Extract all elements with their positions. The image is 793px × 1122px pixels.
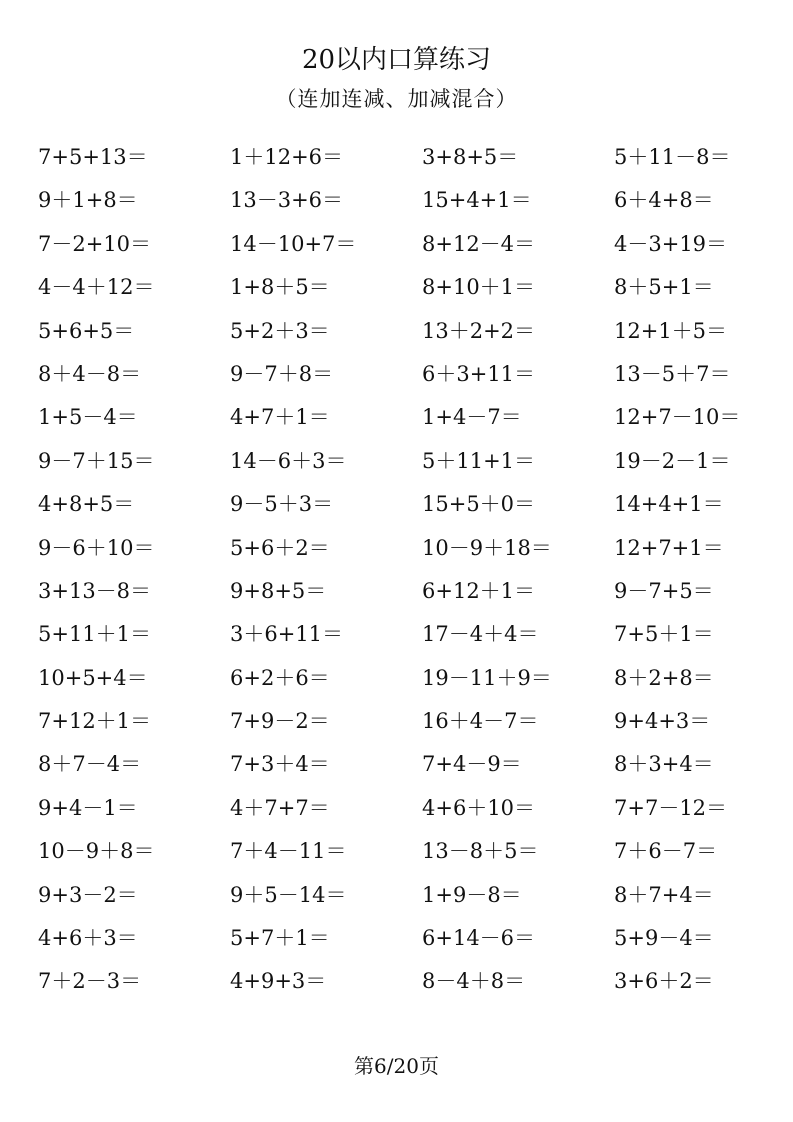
math-problem: 14－6＋3＝ [230, 448, 347, 473]
math-problem: 1+4－7＝ [422, 405, 522, 430]
math-problem: 8－4＋8＝ [422, 969, 526, 994]
math-problem: 13＋2+2＝ [422, 318, 536, 343]
math-problem: 8+10＋1＝ [422, 275, 536, 300]
math-problem: 7+7－12＝ [614, 795, 728, 820]
math-problem: 1+5－4＝ [38, 405, 138, 430]
math-problem: 4+9+3＝ [230, 969, 327, 994]
worksheet-title: 20以内口算练习 [301, 45, 492, 75]
math-problem: 5＋11+1＝ [422, 448, 536, 473]
math-problem: 5+9－4＝ [614, 926, 714, 951]
worksheet-subtitle: （连加连减、加减混合） [275, 87, 518, 111]
math-problem: 7+5＋1＝ [614, 622, 714, 647]
math-problem: 6＋3+11＝ [422, 361, 536, 386]
math-problem: 4+8+5＝ [38, 492, 135, 517]
math-problem: 6+2＋6＝ [230, 665, 330, 690]
math-problem: 8＋7－4＝ [38, 752, 142, 777]
math-problem: 8＋4－8＝ [38, 361, 142, 386]
math-problem: 3+13－8＝ [38, 578, 152, 603]
math-problem: 9+4+3＝ [614, 709, 711, 734]
math-problem: 4+6＋10＝ [422, 795, 536, 820]
math-problem: 4+7＋1＝ [230, 405, 330, 430]
math-problem: 14+4+1＝ [614, 492, 724, 517]
math-problem: 10－9＋18＝ [422, 535, 552, 560]
math-problem: 8＋2+8＝ [614, 665, 714, 690]
math-problem: 10－9＋8＝ [38, 839, 155, 864]
math-problem: 7+9－2＝ [230, 709, 330, 734]
math-problem: 13－8＋5＝ [422, 839, 539, 864]
math-problem: 6+14－6＝ [422, 926, 536, 951]
math-problem: 9＋5－14＝ [230, 882, 347, 907]
math-problem: 8＋3+4＝ [614, 752, 714, 777]
math-problem: 9－7＋15＝ [38, 448, 155, 473]
math-problem: 19－11＋9＝ [422, 665, 552, 690]
math-problem: 19－2－1＝ [614, 448, 731, 473]
math-problem: 9+3－2＝ [38, 882, 138, 907]
math-problem: 3+6＋2＝ [614, 969, 714, 994]
math-problem: 9+4－1＝ [38, 795, 138, 820]
math-problem: 5+6+5＝ [38, 318, 135, 343]
math-problem: 17－4＋4＝ [422, 622, 539, 647]
math-problem: 1+9－8＝ [422, 882, 522, 907]
page-number: 第6/20页 [354, 1054, 439, 1078]
problem-grid [38, 136, 778, 1004]
math-problem: 5+6＋2＝ [230, 535, 330, 560]
math-problem: 8+12－4＝ [422, 231, 536, 256]
math-problem: 7+5+13＝ [38, 145, 148, 169]
math-problem: 1+8＋5＝ [230, 275, 330, 300]
math-problem: 4－4＋12＝ [38, 275, 155, 300]
math-problem: 15+5＋0＝ [422, 492, 536, 517]
math-problem: 16＋4－7＝ [422, 709, 539, 734]
math-problem: 12+7－10＝ [614, 405, 741, 430]
math-problem: 9－5＋3＝ [230, 492, 334, 517]
math-problem: 7＋2－3＝ [38, 969, 142, 994]
math-problem: 4－3+19＝ [614, 231, 728, 256]
math-problem: 12+7+1＝ [614, 535, 724, 560]
math-problem: 1＋12+6＝ [230, 145, 344, 169]
math-problem: 9－7+5＝ [614, 578, 714, 603]
math-problem: 4+6＋3＝ [38, 926, 138, 951]
math-problem: 7+4－9＝ [422, 752, 522, 777]
math-problem: 5+7＋1＝ [230, 926, 330, 951]
math-problem: 7＋6－7＝ [614, 839, 718, 864]
math-problem: 3+8+5＝ [422, 145, 519, 169]
math-problem: 9+8+5＝ [230, 578, 327, 603]
math-problem: 7＋4－11＝ [230, 839, 347, 864]
math-problem: 13－3+6＝ [230, 188, 344, 213]
math-problem: 9－7＋8＝ [230, 361, 334, 386]
math-problem: 5+11＋1＝ [38, 622, 152, 647]
math-problem: 15+4+1＝ [422, 188, 532, 213]
math-problem: 5+2＋3＝ [230, 318, 330, 343]
math-problem: 7+3＋4＝ [230, 752, 330, 777]
math-problem: 8＋7+4＝ [614, 882, 714, 907]
math-problem: 14－10+7＝ [230, 231, 357, 256]
math-problem: 13－5＋7＝ [614, 361, 731, 386]
math-problem: 6＋4+8＝ [614, 188, 714, 213]
math-problem: 12+1＋5＝ [614, 318, 728, 343]
math-problem: 8＋5+1＝ [614, 275, 714, 300]
math-problem: 5＋11－8＝ [614, 145, 731, 169]
math-problem: 9＋1+8＝ [38, 188, 138, 213]
math-problem: 4＋7+7＝ [230, 795, 330, 820]
math-problem: 7+12＋1＝ [38, 709, 152, 734]
math-problem: 6+12＋1＝ [422, 578, 536, 603]
math-problem: 7－2+10＝ [38, 231, 152, 256]
math-problem: 3＋6+11＝ [230, 622, 344, 647]
math-problem: 9－6＋10＝ [38, 535, 155, 560]
math-problem: 10+5+4＝ [38, 665, 148, 690]
